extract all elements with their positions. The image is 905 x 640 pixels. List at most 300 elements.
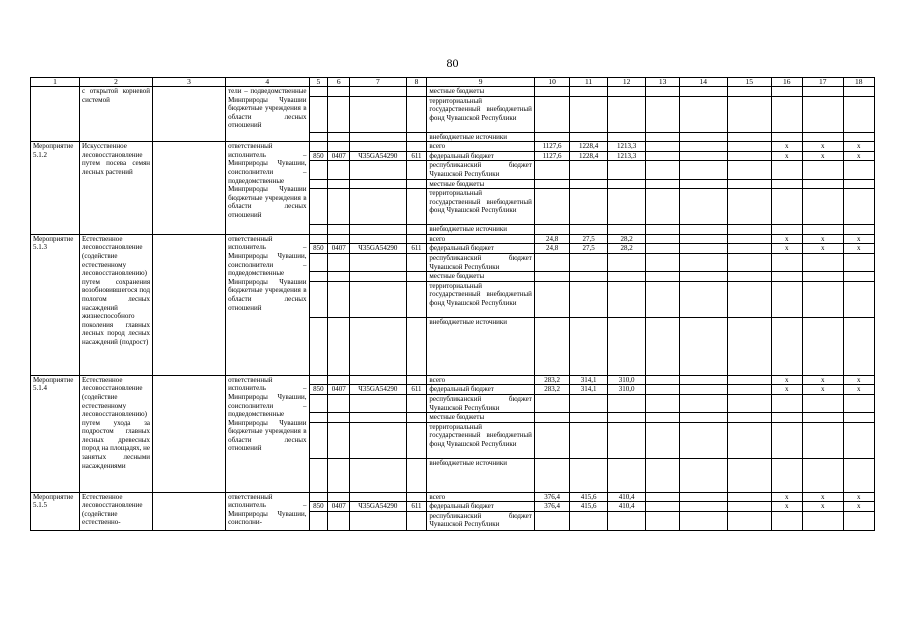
value-cell bbox=[771, 394, 802, 412]
value-cell bbox=[802, 132, 843, 142]
value-cell bbox=[727, 234, 771, 244]
code-cell bbox=[350, 253, 406, 271]
value-cell bbox=[727, 458, 771, 492]
mark-value: х bbox=[771, 244, 802, 254]
code-cell bbox=[406, 422, 427, 458]
value-cell bbox=[727, 161, 771, 179]
mark-value: х bbox=[843, 142, 874, 152]
code-cell bbox=[328, 394, 350, 412]
value-cell bbox=[607, 422, 646, 458]
code-cell bbox=[406, 161, 427, 179]
mark-value: х bbox=[771, 375, 802, 385]
code-cell bbox=[350, 422, 406, 458]
code-cell bbox=[406, 234, 427, 244]
value-cell bbox=[570, 161, 608, 179]
value-cell bbox=[727, 151, 771, 161]
amount-value: 310,0 bbox=[607, 385, 646, 395]
section-code: 0407 bbox=[328, 385, 350, 395]
value-cell bbox=[534, 189, 569, 225]
code-cell bbox=[350, 492, 406, 502]
value-cell bbox=[679, 189, 727, 225]
value-cell bbox=[727, 413, 771, 423]
value-cell bbox=[679, 375, 727, 385]
code-cell bbox=[350, 413, 406, 423]
code-cell bbox=[406, 253, 427, 271]
executor-cell: ответственный исполнитель – Минприроды Чувашии, соисполнители – подведомственные Минприроды Чувашии бюджетные учреждения в области лесных отношений bbox=[226, 375, 309, 492]
event-description: Естественное лесовосстановление (содействие естественному лесовосстановлению) путем сохранения возобновившегося под пологом лесных насаждений жизнеспособного поколения главных лесных пород лесных насаждений (подрост) bbox=[80, 234, 153, 375]
funding-source: всего bbox=[427, 492, 534, 502]
value-cell bbox=[771, 253, 802, 271]
value-cell bbox=[802, 422, 843, 458]
funding-source: федеральный бюджет bbox=[427, 502, 534, 512]
code-cell bbox=[350, 375, 406, 385]
value-cell bbox=[727, 385, 771, 395]
event-description: Естественное лесовосстановление (содействие естественному лесовосстановлению) путем ухода за подростом главных лесных древесных пород на площадях, не занятых лесными насаждениями bbox=[80, 375, 153, 492]
code-cell bbox=[328, 161, 350, 179]
event-name: Мероприятие 5.1.2 bbox=[31, 142, 80, 235]
value-cell bbox=[727, 375, 771, 385]
col3-cell bbox=[153, 142, 226, 235]
value-cell bbox=[570, 225, 608, 235]
code-cell bbox=[350, 394, 406, 412]
code-cell bbox=[328, 413, 350, 423]
value-cell bbox=[679, 161, 727, 179]
event-description: с открытой корневой системой bbox=[80, 87, 153, 142]
code-cell bbox=[309, 87, 328, 97]
value-cell bbox=[646, 132, 679, 142]
value-cell bbox=[646, 87, 679, 97]
funding-source: местные бюджеты bbox=[427, 179, 534, 189]
code-cell bbox=[406, 281, 427, 317]
amount-value: 1213,3 bbox=[607, 151, 646, 161]
value-cell bbox=[534, 272, 569, 282]
column-number: 7 bbox=[350, 78, 406, 87]
code-cell bbox=[309, 225, 328, 235]
code-cell bbox=[309, 272, 328, 282]
value-cell bbox=[570, 413, 608, 423]
value-cell bbox=[646, 413, 679, 423]
value-cell bbox=[570, 253, 608, 271]
table-row bbox=[31, 142, 875, 152]
value-cell bbox=[802, 394, 843, 412]
col3-cell bbox=[153, 375, 226, 492]
value-cell bbox=[679, 492, 727, 502]
mark-value: х bbox=[802, 375, 843, 385]
value-cell bbox=[570, 394, 608, 412]
value-cell bbox=[802, 272, 843, 282]
executor-cell: тели – подведомственные Минприроды Чувашии бюджетные учреждения в области лесных отношений bbox=[226, 87, 309, 142]
code-cell bbox=[328, 272, 350, 282]
code-cell bbox=[309, 317, 328, 375]
value-cell bbox=[843, 96, 874, 132]
value-cell bbox=[802, 317, 843, 375]
funding-source: всего bbox=[427, 234, 534, 244]
value-cell bbox=[843, 458, 874, 492]
value-cell bbox=[727, 502, 771, 512]
column-number: 1 bbox=[31, 78, 80, 87]
amount-value: 1228,4 bbox=[570, 142, 608, 152]
event-name: Мероприятие 5.1.5 bbox=[31, 492, 80, 530]
value-cell bbox=[727, 511, 771, 530]
value-cell bbox=[679, 142, 727, 152]
value-cell bbox=[843, 87, 874, 97]
value-cell bbox=[607, 87, 646, 97]
code-cell bbox=[328, 132, 350, 142]
value-cell bbox=[534, 96, 569, 132]
code-cell bbox=[309, 234, 328, 244]
code-cell bbox=[328, 422, 350, 458]
funding-source: республиканский бюджет Чувашской Республики bbox=[427, 161, 534, 179]
value-cell bbox=[607, 272, 646, 282]
code-cell bbox=[350, 458, 406, 492]
code-cell bbox=[309, 96, 328, 132]
value-cell bbox=[843, 511, 874, 530]
value-cell bbox=[679, 244, 727, 254]
value-cell bbox=[570, 132, 608, 142]
value-cell bbox=[679, 234, 727, 244]
col3-cell bbox=[153, 492, 226, 530]
mark-value: х bbox=[771, 502, 802, 512]
value-cell bbox=[646, 502, 679, 512]
value-cell bbox=[802, 253, 843, 271]
value-cell bbox=[646, 151, 679, 161]
value-cell bbox=[570, 281, 608, 317]
code-cell bbox=[350, 189, 406, 225]
amount-value: 410,4 bbox=[607, 502, 646, 512]
column-number: 2 bbox=[80, 78, 153, 87]
mark-value: х bbox=[802, 151, 843, 161]
funding-source: федеральный бюджет bbox=[427, 385, 534, 395]
code-cell bbox=[328, 458, 350, 492]
value-cell bbox=[607, 413, 646, 423]
mark-value: х bbox=[771, 142, 802, 152]
amount-value: 376,4 bbox=[534, 502, 569, 512]
value-cell bbox=[607, 96, 646, 132]
value-cell bbox=[646, 394, 679, 412]
mark-value: х bbox=[802, 385, 843, 395]
mark-value: х bbox=[843, 234, 874, 244]
amount-value: 24,8 bbox=[534, 234, 569, 244]
value-cell bbox=[646, 225, 679, 235]
mark-value: х bbox=[771, 234, 802, 244]
vr-code: 611 bbox=[406, 151, 427, 161]
amount-value: 1228,4 bbox=[570, 151, 608, 161]
executor-cell: ответственный исполнитель – Минприроды Чувашии, соисполнители – подведомственные Минприроды Чувашии бюджетные учреждения в области лесных отношений bbox=[226, 234, 309, 375]
code-cell bbox=[328, 492, 350, 502]
value-cell bbox=[727, 87, 771, 97]
value-cell bbox=[771, 132, 802, 142]
value-cell bbox=[534, 132, 569, 142]
value-cell bbox=[679, 394, 727, 412]
value-cell bbox=[727, 422, 771, 458]
value-cell bbox=[534, 281, 569, 317]
value-cell bbox=[646, 317, 679, 375]
code-cell bbox=[309, 394, 328, 412]
value-cell bbox=[843, 253, 874, 271]
value-cell bbox=[570, 317, 608, 375]
code-cell bbox=[328, 281, 350, 317]
column-number: 16 bbox=[771, 78, 802, 87]
value-cell bbox=[771, 422, 802, 458]
value-cell bbox=[679, 87, 727, 97]
column-number-row bbox=[31, 78, 875, 87]
column-number: 6 bbox=[328, 78, 350, 87]
target-code: Ч35GА54290 bbox=[350, 385, 406, 395]
value-cell bbox=[802, 189, 843, 225]
amount-value: 28,2 bbox=[607, 244, 646, 254]
value-cell bbox=[534, 394, 569, 412]
code-cell bbox=[309, 281, 328, 317]
value-cell bbox=[679, 225, 727, 235]
code-cell bbox=[406, 87, 427, 97]
value-cell bbox=[727, 225, 771, 235]
value-cell bbox=[646, 179, 679, 189]
code-cell bbox=[328, 317, 350, 375]
code-cell bbox=[328, 179, 350, 189]
value-cell bbox=[679, 502, 727, 512]
amount-value: 314,1 bbox=[570, 375, 608, 385]
funding-source: республиканский бюджет Чувашской Республики bbox=[427, 511, 534, 530]
mark-value: х bbox=[802, 502, 843, 512]
value-cell bbox=[771, 96, 802, 132]
value-cell bbox=[646, 234, 679, 244]
value-cell bbox=[843, 272, 874, 282]
amount-value: 415,6 bbox=[570, 502, 608, 512]
event-name: Мероприятие 5.1.3 bbox=[31, 234, 80, 375]
code-cell bbox=[328, 225, 350, 235]
value-cell bbox=[646, 375, 679, 385]
code-cell bbox=[328, 96, 350, 132]
code-cell bbox=[406, 375, 427, 385]
event-name-cell bbox=[31, 87, 80, 142]
amount-value: 27,5 bbox=[570, 244, 608, 254]
code-cell bbox=[309, 422, 328, 458]
value-cell bbox=[607, 253, 646, 271]
value-cell bbox=[771, 179, 802, 189]
code-cell bbox=[406, 142, 427, 152]
code-cell bbox=[350, 132, 406, 142]
value-cell bbox=[646, 385, 679, 395]
column-number: 14 bbox=[679, 78, 727, 87]
funding-source: внебюджетные источники bbox=[427, 132, 534, 142]
column-number: 9 bbox=[427, 78, 534, 87]
amount-value: 283,2 bbox=[534, 385, 569, 395]
code-cell bbox=[328, 87, 350, 97]
value-cell bbox=[843, 394, 874, 412]
value-cell bbox=[646, 281, 679, 317]
page-number: 80 bbox=[446, 56, 459, 70]
value-cell bbox=[727, 132, 771, 142]
value-cell bbox=[802, 161, 843, 179]
value-cell bbox=[607, 132, 646, 142]
value-cell bbox=[843, 422, 874, 458]
value-cell bbox=[771, 161, 802, 179]
col3-cell bbox=[153, 87, 226, 142]
code-cell bbox=[350, 179, 406, 189]
amount-value: 1213,3 bbox=[607, 142, 646, 152]
code-cell bbox=[406, 132, 427, 142]
value-cell bbox=[727, 272, 771, 282]
value-cell bbox=[646, 422, 679, 458]
funding-source: федеральный бюджет bbox=[427, 244, 534, 254]
value-cell bbox=[570, 87, 608, 97]
code-cell bbox=[406, 317, 427, 375]
value-cell bbox=[646, 253, 679, 271]
value-cell bbox=[646, 142, 679, 152]
value-cell bbox=[802, 281, 843, 317]
value-cell bbox=[646, 272, 679, 282]
code-cell bbox=[350, 511, 406, 530]
value-cell bbox=[727, 189, 771, 225]
code-cell bbox=[350, 87, 406, 97]
code-cell bbox=[309, 179, 328, 189]
value-cell bbox=[534, 253, 569, 271]
mark-value: х bbox=[843, 385, 874, 395]
value-cell bbox=[843, 317, 874, 375]
amount-value: 283,2 bbox=[534, 375, 569, 385]
value-cell bbox=[607, 458, 646, 492]
value-cell bbox=[727, 179, 771, 189]
value-cell bbox=[534, 413, 569, 423]
column-number: 3 bbox=[153, 78, 226, 87]
value-cell bbox=[646, 458, 679, 492]
value-cell bbox=[570, 179, 608, 189]
value-cell bbox=[843, 161, 874, 179]
code-cell bbox=[309, 511, 328, 530]
funding-source: территориальный государственный внебюджетный фонд Чувашской Республики bbox=[427, 189, 534, 225]
code-cell bbox=[309, 492, 328, 502]
funding-source: внебюджетные источники bbox=[427, 225, 534, 235]
value-cell bbox=[607, 161, 646, 179]
value-cell bbox=[679, 317, 727, 375]
budget-table bbox=[30, 77, 875, 531]
value-cell bbox=[727, 394, 771, 412]
column-number: 15 bbox=[727, 78, 771, 87]
target-code: Ч35GА54290 bbox=[350, 244, 406, 254]
value-cell bbox=[646, 161, 679, 179]
value-cell bbox=[802, 413, 843, 423]
mark-value: х bbox=[771, 385, 802, 395]
value-cell bbox=[607, 179, 646, 189]
code-cell bbox=[309, 253, 328, 271]
value-cell bbox=[727, 253, 771, 271]
code-cell bbox=[309, 142, 328, 152]
mark-value: х bbox=[843, 492, 874, 502]
column-number: 13 bbox=[646, 78, 679, 87]
value-cell bbox=[771, 281, 802, 317]
code-cell bbox=[350, 281, 406, 317]
value-cell bbox=[771, 87, 802, 97]
section-code: 0407 bbox=[328, 502, 350, 512]
mark-value: х bbox=[843, 375, 874, 385]
value-cell bbox=[570, 458, 608, 492]
value-cell bbox=[771, 317, 802, 375]
value-cell bbox=[607, 225, 646, 235]
code-cell bbox=[350, 161, 406, 179]
value-cell bbox=[607, 189, 646, 225]
target-code: Ч35GА54290 bbox=[350, 151, 406, 161]
value-cell bbox=[679, 272, 727, 282]
amount-value: 24,8 bbox=[534, 244, 569, 254]
value-cell bbox=[534, 179, 569, 189]
value-cell bbox=[679, 385, 727, 395]
funding-source: республиканский бюджет Чувашской Республики bbox=[427, 253, 534, 271]
column-number: 8 bbox=[406, 78, 427, 87]
amount-value: 1127,6 bbox=[534, 151, 569, 161]
value-cell bbox=[771, 225, 802, 235]
vr-code: 611 bbox=[406, 385, 427, 395]
value-cell bbox=[607, 394, 646, 412]
amount-value: 376,4 bbox=[534, 492, 569, 502]
value-cell bbox=[570, 422, 608, 458]
event-description: Естественное лесовосстановление (содействие естественно- bbox=[80, 492, 153, 530]
funding-source: территориальный государственный внебюджетный фонд Чувашской Республики bbox=[427, 281, 534, 317]
mark-value: х bbox=[771, 151, 802, 161]
target-code: Ч35GА54290 bbox=[350, 502, 406, 512]
code-cell bbox=[328, 142, 350, 152]
code-cell bbox=[328, 234, 350, 244]
mark-value: х bbox=[802, 492, 843, 502]
value-cell bbox=[802, 458, 843, 492]
grbs-code: 850 bbox=[309, 502, 328, 512]
value-cell bbox=[534, 161, 569, 179]
value-cell bbox=[570, 96, 608, 132]
value-cell bbox=[843, 179, 874, 189]
grbs-code: 850 bbox=[309, 244, 328, 254]
amount-value: 1127,6 bbox=[534, 142, 569, 152]
value-cell bbox=[771, 189, 802, 225]
mark-value: х bbox=[802, 234, 843, 244]
value-cell bbox=[534, 225, 569, 235]
column-number: 4 bbox=[226, 78, 309, 87]
mark-value: х bbox=[843, 244, 874, 254]
code-cell bbox=[309, 161, 328, 179]
code-cell bbox=[350, 234, 406, 244]
code-cell bbox=[328, 189, 350, 225]
value-cell bbox=[570, 272, 608, 282]
mark-value: х bbox=[843, 502, 874, 512]
code-cell bbox=[406, 458, 427, 492]
value-cell bbox=[607, 317, 646, 375]
value-cell bbox=[534, 511, 569, 530]
value-cell bbox=[570, 511, 608, 530]
value-cell bbox=[802, 511, 843, 530]
value-cell bbox=[727, 281, 771, 317]
funding-source: всего bbox=[427, 375, 534, 385]
code-cell bbox=[328, 253, 350, 271]
vr-code: 611 bbox=[406, 244, 427, 254]
code-cell bbox=[406, 189, 427, 225]
table-row bbox=[31, 87, 875, 97]
value-cell bbox=[771, 458, 802, 492]
value-cell bbox=[727, 492, 771, 502]
funding-source: республиканский бюджет Чувашской Республики bbox=[427, 394, 534, 412]
code-cell bbox=[406, 225, 427, 235]
executor-cell: ответственный исполнитель – Минприроды Чувашии, соисполни- bbox=[226, 492, 309, 530]
value-cell bbox=[646, 244, 679, 254]
column-number: 17 bbox=[802, 78, 843, 87]
value-cell bbox=[646, 492, 679, 502]
value-cell bbox=[727, 142, 771, 152]
value-cell bbox=[802, 96, 843, 132]
funding-source: внебюджетные источники bbox=[427, 317, 534, 375]
value-cell bbox=[802, 225, 843, 235]
code-cell bbox=[406, 272, 427, 282]
code-cell bbox=[406, 96, 427, 132]
mark-value: х bbox=[843, 151, 874, 161]
value-cell bbox=[679, 132, 727, 142]
table-row bbox=[31, 234, 875, 244]
